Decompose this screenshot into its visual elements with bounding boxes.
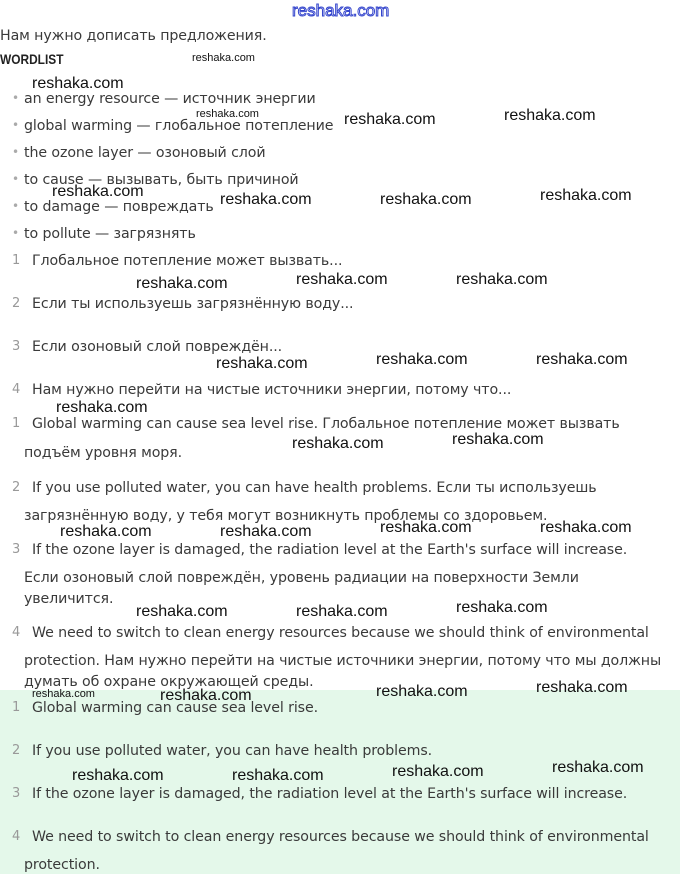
item-number: 1 (12, 416, 21, 431)
watermark: reshaka.com (296, 271, 388, 288)
answer-line: загрязнённую воду, у тебя могут возникнуть проблемы со здоровьем. (24, 508, 548, 524)
answer-line: подъём уровня моря. (24, 445, 183, 461)
wordlist-item: to cause — вызывать, быть причиной (24, 172, 299, 188)
item-number: 2 (12, 296, 21, 311)
watermark: reshaka.com (72, 767, 164, 784)
item-number: 1 (12, 253, 21, 268)
answer-line: думать об охране окружающей среды. (24, 674, 314, 690)
bullet-icon: • (12, 172, 20, 186)
watermark: reshaka.com (344, 111, 436, 128)
watermark: reshaka.com (192, 52, 255, 64)
watermark: reshaka.com (540, 519, 632, 536)
bullet-icon: • (12, 199, 20, 213)
final-answer-line: If the ozone layer is damaged, the radiation level at the Earth's surface will increase. (32, 786, 628, 802)
watermark: reshaka.com (220, 523, 312, 540)
final-answer-line: Global warming can cause sea level rise. (32, 700, 319, 716)
item-number: 2 (12, 480, 21, 495)
watermark: reshaka.com (196, 108, 259, 120)
watermark: reshaka.com (32, 75, 124, 92)
item-number: 3 (12, 542, 21, 557)
watermark: reshaka.com (52, 183, 144, 200)
watermark: reshaka.com (380, 191, 472, 208)
watermark: reshaka.com (60, 523, 152, 540)
answer-line: Если озоновый слой повреждён, уровень радиации на поверхности Земли (24, 570, 579, 586)
prompt-text: Глобальное потепление может вызвать... (32, 253, 343, 269)
watermark: reshaka.com (292, 1, 390, 20)
item-number: 3 (12, 786, 21, 801)
item-number: 2 (12, 743, 21, 758)
final-answer-line: If you use polluted water, you can have health problems. (32, 743, 433, 759)
watermark: reshaka.com (216, 355, 308, 372)
answer-line: Global warming can cause sea level rise. Глобальное потепление может вызвать (32, 416, 620, 432)
wordlist-item: an energy resource — источник энергии (24, 91, 316, 107)
wordlist-item: the ozone layer — озоновый слой (24, 145, 266, 161)
watermark: reshaka.com (456, 599, 548, 616)
watermark: reshaka.com (32, 688, 95, 700)
watermark: reshaka.com (392, 763, 484, 780)
watermark: reshaka.com (232, 767, 324, 784)
watermark: reshaka.com (552, 759, 644, 776)
watermark: reshaka.com (540, 187, 632, 204)
answer-line: увеличится. (24, 591, 114, 607)
watermark: reshaka.com (296, 603, 388, 620)
watermark: reshaka.com (536, 679, 628, 696)
bullet-icon: • (12, 145, 20, 159)
watermark: reshaka.com (452, 431, 544, 448)
watermark: reshaka.com (456, 271, 548, 288)
watermark: reshaka.com (380, 519, 472, 536)
item-number: 1 (12, 700, 21, 715)
answer-line: If the ozone layer is damaged, the radiation level at the Earth's surface will increase. (32, 542, 628, 558)
final-answer-line: We need to switch to clean energy resources because we should think of environmental (32, 829, 649, 845)
wordlist-heading: WORDLIST (0, 51, 64, 67)
item-number: 4 (12, 829, 21, 844)
watermark: reshaka.com (536, 351, 628, 368)
watermark: reshaka.com (56, 399, 148, 416)
watermark: reshaka.com (376, 351, 468, 368)
watermark: reshaka.com (136, 275, 228, 292)
answer-line: We need to switch to clean energy resources because we should think of environmental (32, 625, 649, 641)
answer-line: protection. Нам нужно перейти на чистые источники энергии, потому что мы должны (24, 653, 662, 669)
wordlist-item: global warming — глобальное потепление (24, 118, 334, 134)
prompt-text: Если озоновый слой повреждён... (32, 339, 283, 355)
bullet-icon: • (12, 118, 20, 132)
final-answer-line: protection. (24, 857, 100, 873)
prompt-text: Если ты используешь загрязнённую воду... (32, 296, 354, 312)
watermark: reshaka.com (220, 191, 312, 208)
prompt-text: Нам нужно перейти на чистые источники энергии, потому что... (32, 382, 512, 398)
item-number: 3 (12, 339, 21, 354)
task-title: Нам нужно дописать предложения. (0, 28, 267, 44)
item-number: 4 (12, 625, 21, 640)
watermark: reshaka.com (160, 687, 252, 704)
watermark: reshaka.com (292, 435, 384, 452)
bullet-icon: • (12, 226, 20, 240)
bullet-icon: • (12, 91, 20, 105)
answer-line: If you use polluted water, you can have health problems. Если ты используешь (32, 480, 597, 496)
watermark: reshaka.com (504, 107, 596, 124)
watermark: reshaka.com (136, 603, 228, 620)
wordlist-item: to pollute — загрязнять (24, 226, 196, 242)
wordlist-item: to damage — повреждать (24, 199, 214, 215)
item-number: 4 (12, 382, 21, 397)
watermark: reshaka.com (376, 683, 468, 700)
